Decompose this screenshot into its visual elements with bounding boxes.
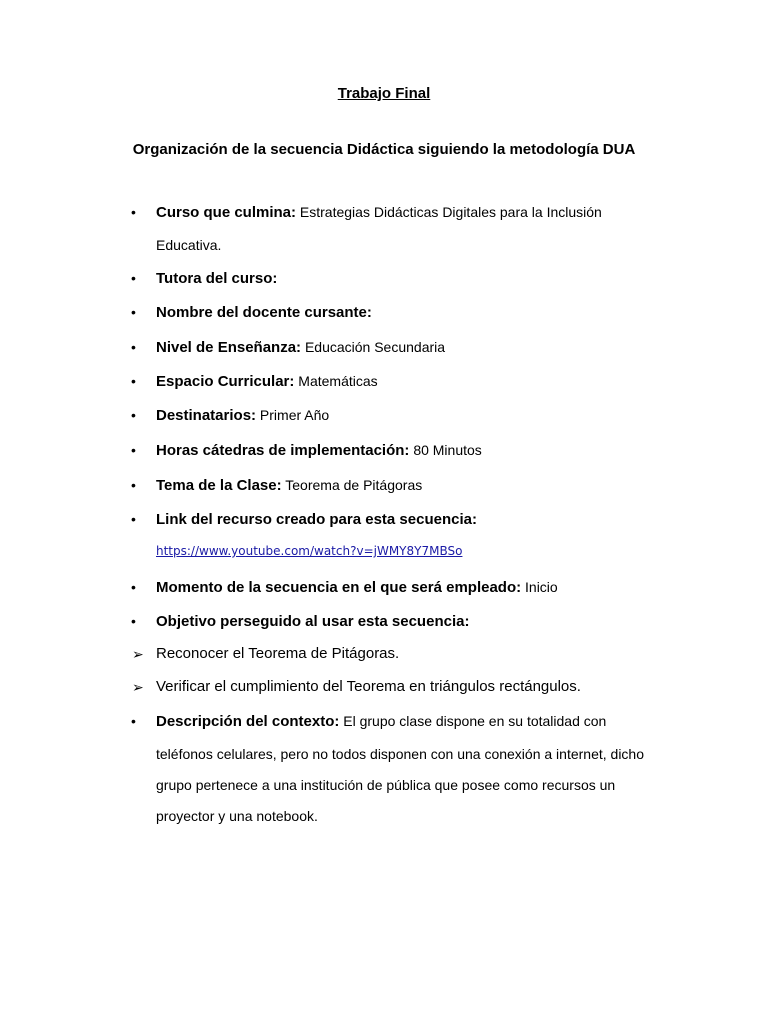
item-label: Descripción del contexto: — [156, 713, 340, 730]
bullet-icon: • — [131, 407, 136, 423]
arrow-bullet-icon: ➢ — [132, 646, 144, 662]
item-value: Inicio — [525, 579, 558, 595]
bullet-icon: • — [131, 373, 136, 389]
item-label: Link del recurso creado para esta secuencia: — [156, 511, 477, 528]
item-objetivo — [156, 612, 469, 631]
bullet-icon: • — [131, 270, 136, 286]
item-value: Estrategias Didácticas Digitales para la Inclusión — [299, 204, 602, 220]
item-momento — [156, 578, 558, 597]
item-label: Espacio Curricular: — [156, 373, 295, 390]
youtube-link[interactable]: https://www.youtube.com/watch?v=jWMY8Y7MBSo — [156, 544, 463, 558]
item-curso — [156, 203, 602, 222]
bullet-icon: • — [131, 304, 136, 320]
item-label: Nivel de Enseñanza: — [156, 339, 302, 356]
item-destinatarios — [156, 406, 329, 425]
item-tema — [156, 476, 422, 495]
bullet-icon: • — [131, 442, 136, 458]
item-value: Teorema de Pitágoras — [285, 477, 423, 493]
arrow-bullet-icon: ➢ — [132, 679, 144, 695]
item-tutora — [156, 269, 277, 288]
bullet-icon: • — [131, 713, 136, 729]
item-value: Primer Año — [259, 407, 330, 423]
bullet-icon: • — [131, 511, 136, 527]
item-docente — [156, 303, 372, 322]
bullet-icon: • — [131, 579, 136, 595]
bullet-icon: • — [131, 613, 136, 629]
item-label: Curso que culmina: — [156, 204, 297, 221]
item-value: Matemáticas — [298, 373, 378, 389]
item-value: Educación Secundaria — [304, 339, 446, 355]
item-espacio — [156, 372, 378, 391]
item-label: Horas cátedras de implementación: — [156, 442, 410, 459]
item-nivel — [156, 338, 445, 357]
item-horas — [156, 441, 482, 460]
bullet-icon: • — [131, 477, 136, 493]
description-line: teléfonos celulares, pero no todos disponen con una conexión a internet, dicho — [156, 746, 645, 762]
item-label: Tema de la Clase: — [156, 477, 282, 494]
item-link — [156, 510, 477, 529]
description-line: proyector y una notebook. — [156, 808, 318, 824]
item-label: Tutora del curso: — [156, 270, 278, 287]
item-label: Objetivo perseguido al usar esta secuencia: — [156, 613, 470, 630]
item-label: Destinatarios: — [156, 407, 257, 424]
item-label: Momento de la secuencia en el que será empleado: — [156, 579, 522, 596]
objective-item: Reconocer el Teorema de Pitágoras. — [156, 645, 400, 662]
document-subtitle: Organización de la secuencia Didáctica siguiendo la metodología DUA — [132, 141, 636, 158]
item-value-continuation: Educativa. — [156, 237, 222, 253]
item-value: El grupo clase dispone en su totalidad con — [343, 713, 607, 729]
item-value: 80 Minutos — [413, 442, 482, 458]
objective-item: Verificar el cumplimiento del Teorema en triángulos rectángulos. — [156, 678, 581, 695]
bullet-icon: • — [131, 204, 136, 220]
item-label: Nombre del docente cursante: — [156, 304, 372, 321]
bullet-icon: • — [131, 339, 136, 355]
document-title: Trabajo Final — [337, 85, 431, 102]
description-line: grupo pertenece a una institución de pública que posee como recursos un — [156, 777, 616, 793]
item-descripcion — [156, 712, 606, 731]
